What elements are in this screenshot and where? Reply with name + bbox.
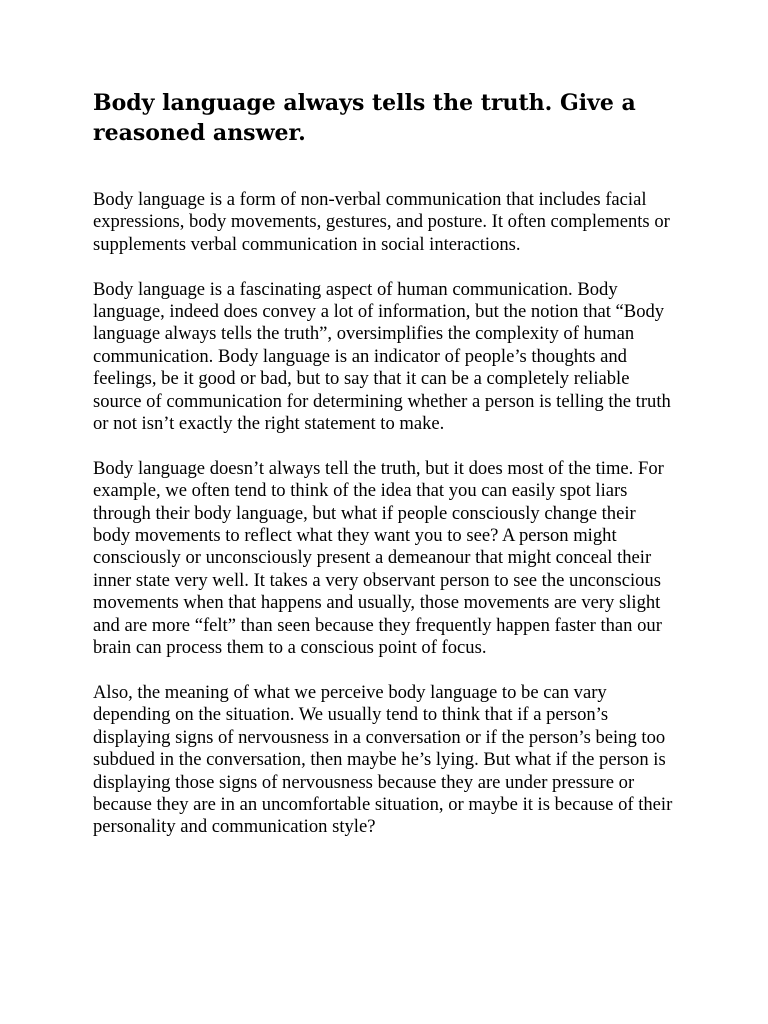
essay-body: [93, 189, 676, 839]
paragraph-complexity: Body language is a fascinating aspect of human communication. Body language, indeed does convey a lot of information, but the notion that “Body language always tells the truth”, oversimplifies the complexity of human communication. Body language is an indicator of people’s thoughts and feelings, be it good or bad, but to say that it can be a completely reliable source of communication for determining whether a person is telling the truth or not isn’t exactly the right statement to make.: [93, 278, 671, 435]
essay-title: Body language always tells the truth. Give a reasoned answer.: [93, 90, 636, 146]
paragraph-definition: Body language is a form of non-verbal communication that includes facial expressions, body movements, gestures, and posture. It often complements or supplements verbal communication in social interactions.: [93, 189, 670, 255]
paragraph-context: Also, the meaning of what we perceive body language to be can vary depending on the situation. We usually tend to think that if a person’s displaying signs of nervousness in a conversation or if the person’s being too subdued in the conversation, then maybe he’s lying. But what if the person is displaying those signs of nervousness because they are under pressure or because they are in an uncomfortable situation, or maybe it is because of their personality and communication style?: [93, 681, 673, 838]
paragraph-concealment: Body language doesn’t always tell the truth, but it does most of the time. For example, we often tend to think of the idea that you can easily spot liars through their body language, but what if people consciously change their body movements to reflect what they want you to see? A person might consciously or unconsciously present a demeanour that might conceal their inner state very well. It takes a very observant person to see the unconscious movements when that happens and usually, those movements are very slight and are more “felt” than seen because they frequently happen faster than our brain can process them to a conscious point of focus.: [93, 457, 664, 659]
